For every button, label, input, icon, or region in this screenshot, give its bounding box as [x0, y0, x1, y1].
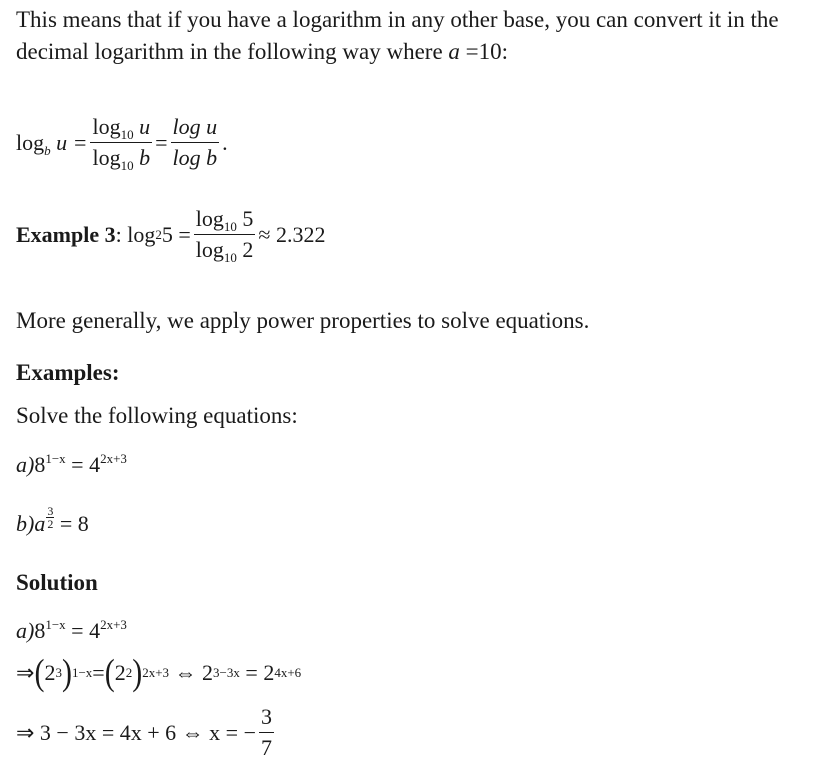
log-text: log: [16, 129, 45, 155]
exponent-2: 2x+3: [100, 617, 127, 632]
num-log: log: [195, 206, 224, 231]
exponent-2: 2x+3: [100, 451, 127, 466]
period: .: [222, 129, 228, 155]
base-2: 2: [114, 660, 126, 685]
left-paren: (: [104, 651, 115, 693]
approx-value: ≈ 2.322: [258, 221, 326, 247]
change-of-base-formula: [16, 114, 228, 171]
solve-text: Solve the following equations:: [16, 403, 298, 428]
var-a: a: [34, 511, 46, 536]
exponent-numerator: 3: [47, 504, 54, 518]
solution-heading-text: Solution: [16, 570, 98, 595]
solution-equation: ⇒ 3 − 3x = 4x + 6 ⇔ x = −: [16, 719, 256, 745]
solution-line-3: [16, 704, 277, 761]
iff-arrow: ⇔: [169, 660, 203, 685]
implies-arrow: ⇒: [16, 660, 35, 685]
example-3-fraction: [194, 206, 256, 263]
base-8: 8: [34, 452, 46, 477]
exponent-denominator: 2: [47, 517, 54, 531]
equation-b: [16, 505, 89, 537]
den-log: log: [195, 237, 224, 262]
base-4: 4: [89, 452, 101, 477]
colon: :: [115, 221, 122, 247]
result-numerator: 3: [259, 704, 274, 733]
num-base: 10: [223, 219, 237, 234]
den-log-b: log b: [172, 145, 218, 170]
num-log-u: log u: [171, 114, 220, 143]
num-base: 10: [120, 127, 134, 142]
intro-condition-var: a: [448, 39, 460, 64]
solution-line-1: [16, 618, 127, 644]
den-arg: b: [133, 145, 151, 170]
eq-label: a): [16, 618, 35, 643]
equals-sign: =: [239, 660, 264, 685]
left-paren: (: [34, 651, 45, 693]
right-paren: ): [61, 651, 72, 693]
solve-instruction: [16, 400, 298, 432]
den-log: log: [92, 145, 121, 170]
intro-paragraph: [16, 4, 821, 68]
den-arg: 2: [236, 237, 254, 262]
fraction-log10: [90, 114, 152, 171]
general-statement: [16, 305, 589, 337]
equals-sign: =: [65, 618, 90, 643]
base-2: 2: [202, 660, 214, 685]
equation-a: [16, 452, 127, 478]
eq-label: b): [16, 511, 35, 536]
equals-sign: =: [65, 452, 90, 477]
log-arg: u =: [50, 129, 88, 155]
intro-text: This means that if you have a logarithm in any other base, you can convert it in the decimal logarithm in the following way where: [16, 7, 779, 64]
log-arg: 5 =: [161, 221, 191, 247]
solution-line-2: ⇒ ( 2 3 ) 1−x = ( 2 2 ) 2x+3 ⇔ 2 3−3x = 2 4x+6: [16, 651, 302, 693]
num-arg: u: [133, 114, 151, 139]
num-arg: 5: [236, 206, 254, 231]
examples-heading-text: Examples:: [16, 360, 120, 385]
eq-label: a): [16, 452, 35, 477]
result-fraction: [259, 704, 274, 761]
exponent-1: 1−x: [45, 617, 66, 632]
examples-heading: [16, 357, 120, 389]
right-paren: ): [132, 651, 143, 693]
example-3-label: Example 3: [16, 221, 116, 247]
den-base: 10: [120, 158, 134, 173]
base-2: 2: [263, 660, 275, 685]
equals-sign: =: [92, 660, 105, 685]
base-2: 2: [44, 660, 56, 685]
example-3: Example 3 : log 2 5 = $\frac{\log_{10} 5}{\log_{10} 2}$ ≈ 2.322: [16, 206, 326, 265]
general-text: More generally, we apply power properties to solve equations.: [16, 308, 590, 333]
num-log: log: [92, 114, 121, 139]
equals-8: = 8: [54, 511, 89, 536]
result-denominator: 7: [260, 735, 272, 760]
fraction-log: [171, 114, 220, 171]
log-text: log: [127, 221, 156, 247]
den-base: 10: [223, 250, 237, 265]
solution-heading: [16, 567, 98, 599]
equals-sign: =: [155, 129, 168, 155]
intro-condition-rest: =10:: [459, 39, 509, 64]
base-8: 8: [34, 618, 46, 643]
exponent-1: 1−x: [45, 451, 66, 466]
base-4: 4: [89, 618, 101, 643]
log-base: b: [44, 142, 51, 158]
